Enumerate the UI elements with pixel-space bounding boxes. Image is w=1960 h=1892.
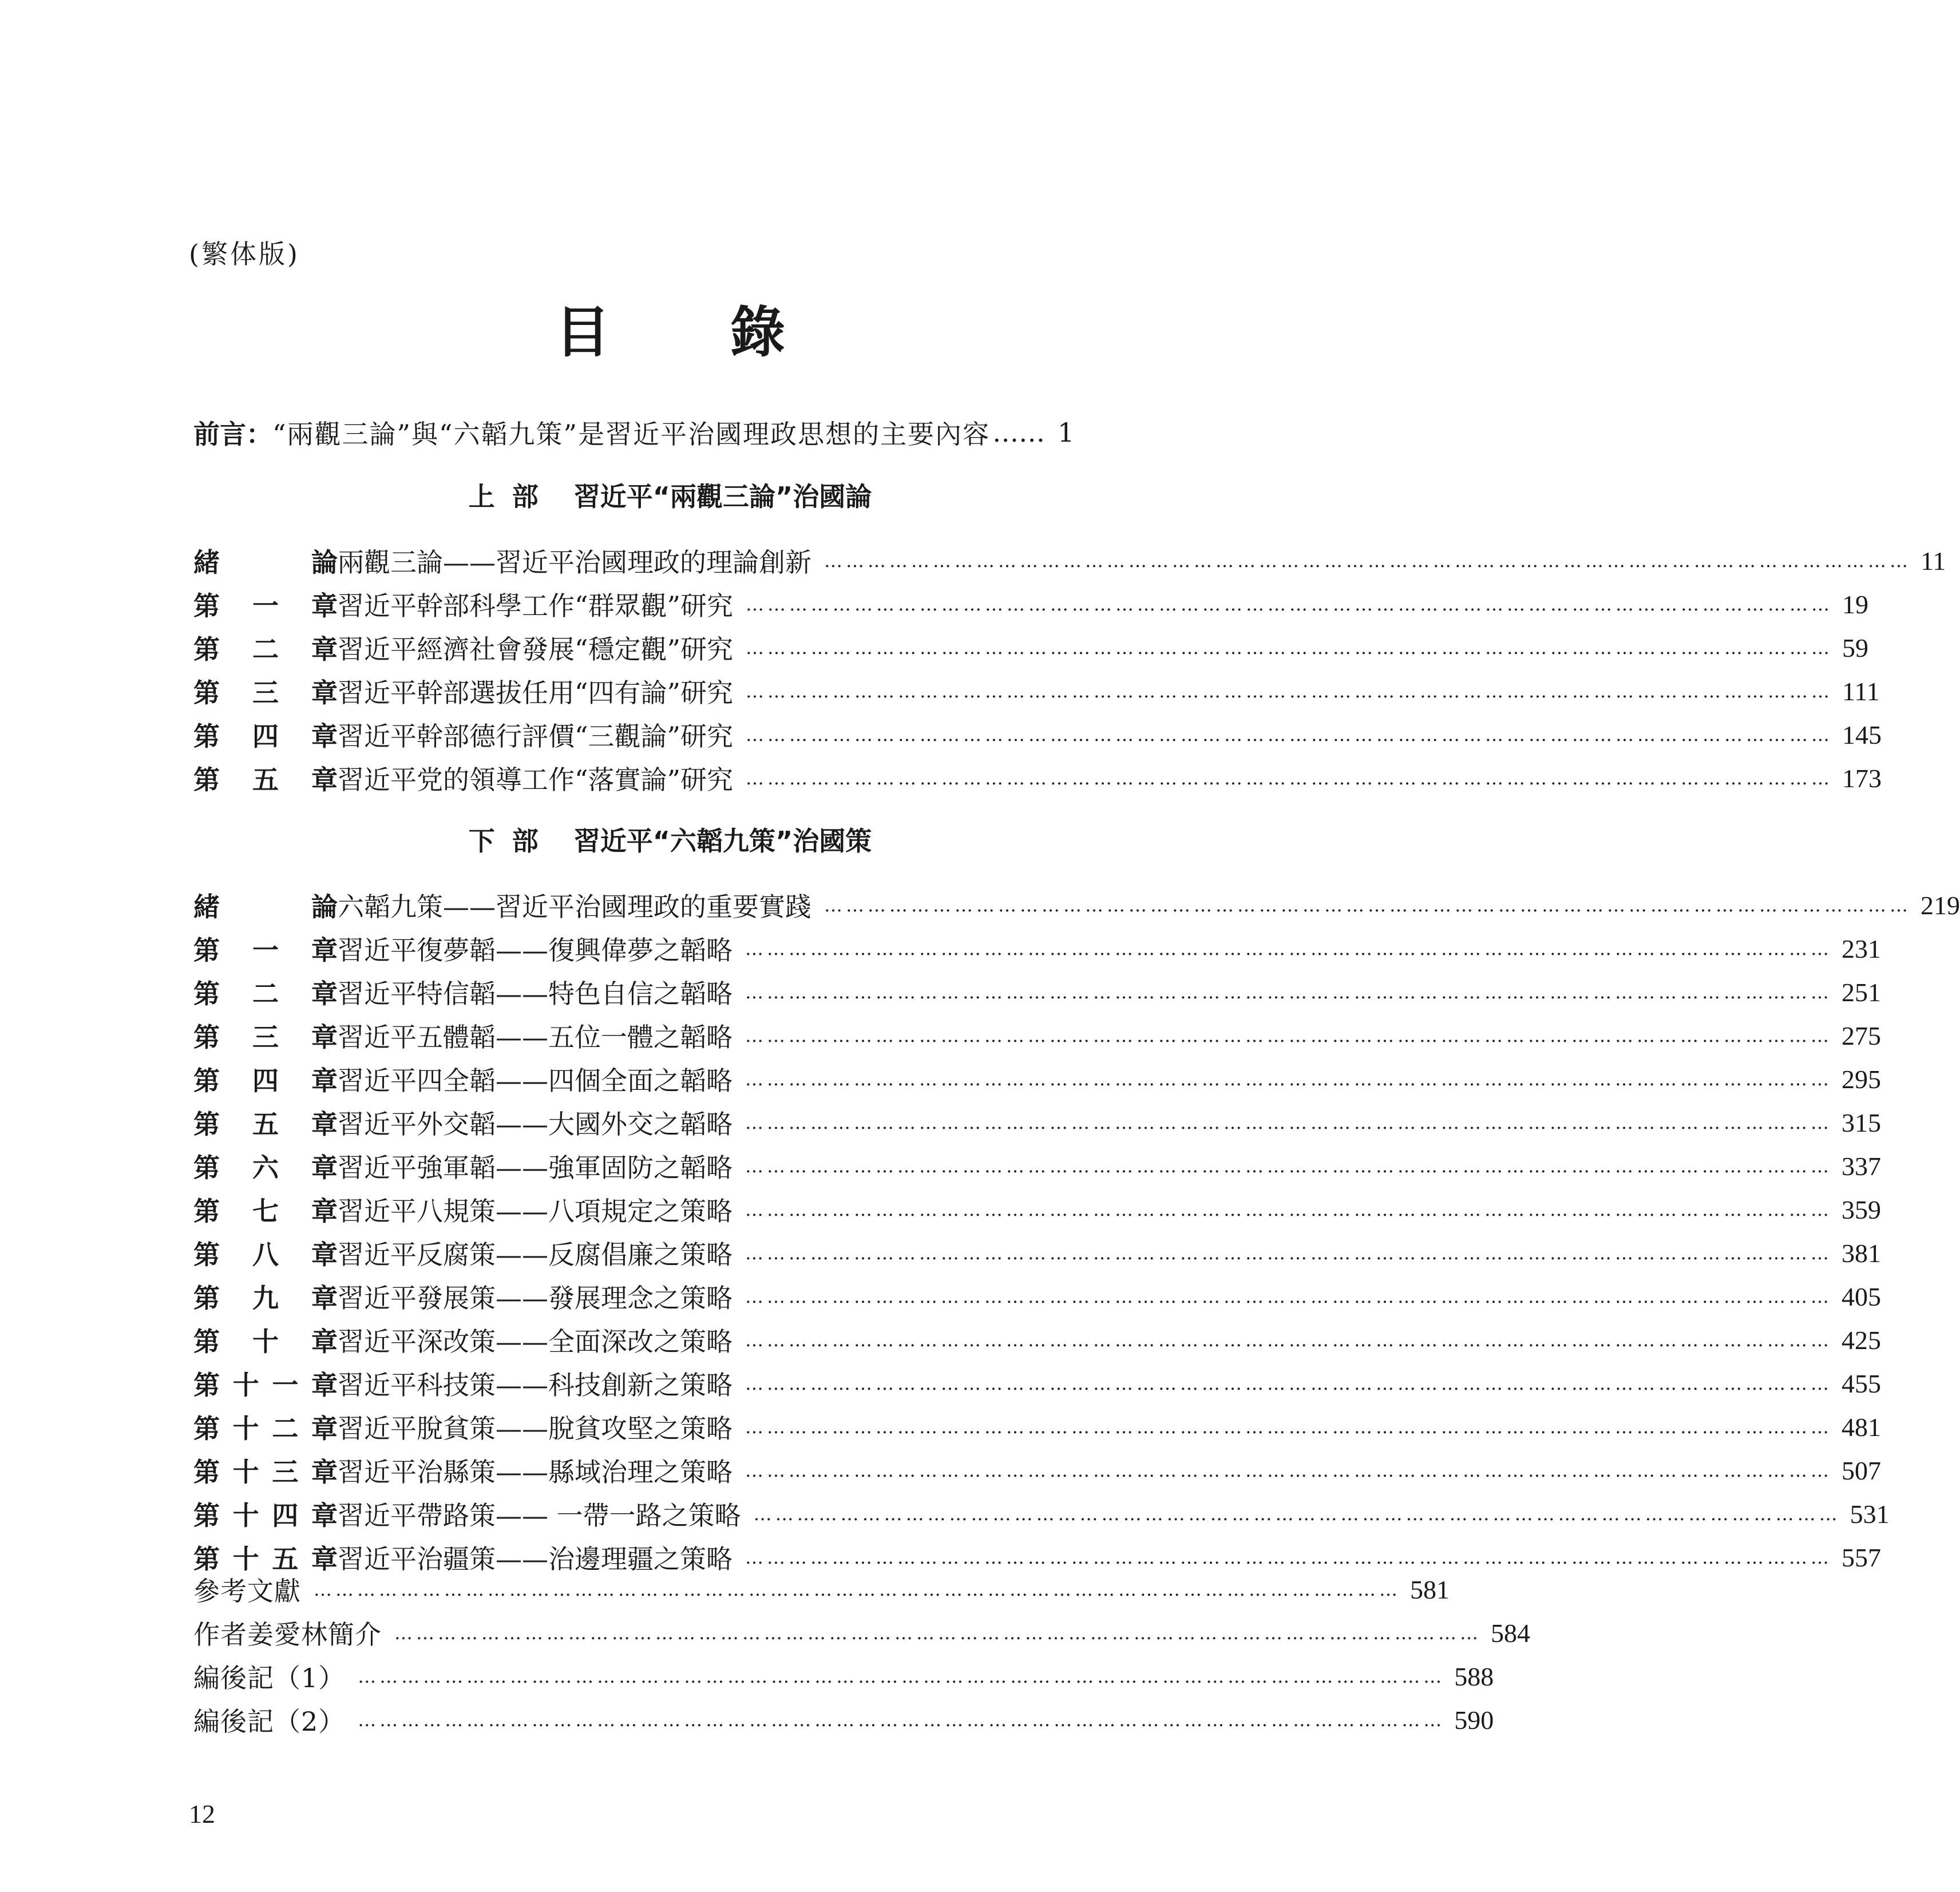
toc-entry[interactable] — [193, 970, 1881, 1014]
leader-dots: …………………………………………………………………………………………………………………………………… — [745, 1373, 1832, 1394]
page-ref: 19 — [1842, 589, 1869, 619]
page-ref: 588 — [1454, 1661, 1494, 1691]
page-ref: 381 — [1842, 1238, 1881, 1268]
chapter-label: 第 二 章 — [193, 634, 338, 665]
toc-entry[interactable] — [193, 1275, 1881, 1318]
leader-dots: …………………………………………………………………………………………………………………………………… — [358, 1665, 1446, 1687]
part2-heading — [0, 820, 1340, 858]
leader-dots: …………………………………………………………………………………………………………………………………… — [745, 1112, 1832, 1133]
leader-dots: …………………………………………………………………………………………………………………………………… — [745, 981, 1832, 1003]
leader-dots: …………………………………………………………………………………………………………………………………… — [745, 938, 1832, 959]
toc-entry[interactable] — [193, 1318, 1881, 1362]
chapter-label: 第 十 章 — [193, 1326, 338, 1357]
toc-entry[interactable] — [193, 1492, 1890, 1536]
toc-entry[interactable] — [193, 669, 1880, 713]
toc-entry[interactable] — [193, 1057, 1881, 1101]
toc-entry[interactable] — [193, 713, 1882, 756]
leader-dots: …………………………………………………………………………………………………………………………………… — [824, 894, 1911, 916]
part1-title: 習近平“兩觀三論”治國論 — [573, 481, 872, 512]
entry-title: 習近平復夢韜——復興偉夢之韜略 — [338, 935, 732, 966]
leader-dots: …………………………………………………………………………………………………………………………………… — [746, 680, 1834, 702]
page-number: 12 — [189, 1799, 215, 1828]
leader-dots: …………………………………………………………………………………………………………………………………… — [745, 1286, 1832, 1307]
page-ref: 219 — [1921, 890, 1960, 920]
leader-dots: …………………………………………………………………………………………………………………………………… — [745, 1329, 1832, 1351]
preface-dots: …… — [992, 417, 1046, 448]
chapter-label: 第 十 一 章 — [193, 1370, 338, 1401]
leader-dots: …………………………………………………………………………………………………………………………………… — [746, 767, 1834, 789]
part1-toc-list — [193, 539, 1946, 800]
entry-title: 習近平治疆策——治邊理疆之策略 — [338, 1544, 732, 1574]
toc-entry[interactable] — [193, 539, 1946, 582]
chapter-label: 第 十 四 章 — [193, 1500, 338, 1531]
leader-dots: …………………………………………………………………………………………………………………………………… — [394, 1622, 1482, 1644]
entry-title: 習近平幹部德行評價“三觀論”研究 — [338, 721, 734, 752]
toc-entry[interactable] — [193, 1698, 1494, 1742]
chapter-label: 第 三 章 — [193, 677, 338, 708]
toc-entry[interactable] — [193, 582, 1869, 626]
edition-label: (繁体版) — [189, 239, 300, 269]
leader-dots: …………………………………………………………………………………………………………………………………… — [745, 1459, 1832, 1481]
page-ref: 111 — [1842, 676, 1880, 706]
toc-entry[interactable] — [193, 1101, 1881, 1144]
leader-dots: …………………………………………………………………………………………………………………………………… — [753, 1503, 1841, 1525]
toc-entry[interactable] — [193, 1655, 1494, 1698]
entry-title: 習近平幹部選拔任用“四有論”研究 — [338, 677, 734, 708]
chapter-label: 緒 論 — [193, 891, 338, 922]
entry-title: 習近平發展策——發展理念之策略 — [338, 1283, 732, 1314]
part2-title: 習近平“六韜九策”治國策 — [573, 826, 872, 856]
page-ref: 531 — [1850, 1499, 1890, 1529]
toc-entry[interactable] — [193, 1611, 1530, 1655]
leader-dots: …………………………………………………………………………………………………………………………………… — [745, 1199, 1832, 1220]
toc-entry[interactable] — [193, 626, 1869, 669]
part2-toc-list — [193, 883, 1960, 1579]
entry-title: 習近平脫貧策——脫貧攻堅之策略 — [338, 1413, 732, 1444]
chapter-label: 第 六 章 — [193, 1152, 338, 1183]
entry-title: 習近平深改策——全面深改之策略 — [338, 1326, 732, 1357]
page-ref: 455 — [1842, 1369, 1881, 1398]
leader-dots: …………………………………………………………………………………………………………………………………… — [745, 1068, 1832, 1090]
entry-title: 編後記（1） — [193, 1663, 346, 1693]
preface-entry[interactable] — [193, 411, 1145, 454]
leader-dots: …………………………………………………………………………………………………………………………………… — [745, 1416, 1832, 1438]
entry-title: 習近平外交韜——大國外交之韜略 — [338, 1109, 732, 1140]
page-ref: 295 — [1842, 1064, 1881, 1094]
chapter-label: 第 一 章 — [193, 935, 338, 966]
preface-label: 前言： — [193, 419, 272, 450]
page-title: 目錄 — [555, 300, 905, 364]
toc-entry[interactable] — [193, 1568, 1450, 1611]
entry-title: 兩觀三論——習近平治國理政的理論創新 — [338, 547, 811, 578]
chapter-label: 第 四 章 — [193, 1065, 338, 1096]
entry-title: 習近平党的領導工作“落實論”研究 — [338, 764, 734, 795]
leader-dots: …………………………………………………………………………………………………………………………………… — [824, 550, 1911, 572]
page-ref: 59 — [1842, 633, 1869, 663]
leader-dots: …………………………………………………………………………………………………………………………………… — [746, 593, 1834, 615]
page-ref: 359 — [1842, 1195, 1881, 1224]
leader-dots: …………………………………………………………………………………………………………………………………… — [314, 1578, 1401, 1600]
toc-entry[interactable] — [193, 1144, 1881, 1188]
page-ref: 481 — [1842, 1412, 1881, 1442]
back-matter-list — [193, 1568, 1530, 1742]
leader-dots: …………………………………………………………………………………………………………………………………… — [745, 1155, 1832, 1177]
chapter-label: 第 四 章 — [193, 721, 338, 752]
toc-entry[interactable] — [193, 1231, 1881, 1275]
page-ref: 507 — [1842, 1455, 1881, 1485]
page-ref: 315 — [1842, 1108, 1881, 1137]
toc-entry[interactable] — [193, 1014, 1881, 1057]
part1-label: 上部 — [468, 481, 556, 512]
entry-title: 參考文獻 — [193, 1576, 301, 1607]
entry-title: 習近平經濟社會發展“穩定觀”研究 — [338, 634, 734, 665]
entry-title: 習近平強軍韜——強軍固防之韜略 — [338, 1152, 732, 1183]
chapter-label: 第 一 章 — [193, 590, 338, 621]
page-ref: 251 — [1842, 977, 1881, 1007]
page-ref: 11 — [1921, 546, 1946, 576]
entry-title: 編後記（2） — [193, 1706, 346, 1737]
part1-heading — [0, 476, 1340, 514]
leader-dots: …………………………………………………………………………………………………………………………………… — [745, 1546, 1832, 1568]
chapter-label: 第 十 二 章 — [193, 1413, 338, 1444]
chapter-label: 第 九 章 — [193, 1283, 338, 1314]
leader-dots: …………………………………………………………………………………………………………………………………… — [746, 724, 1834, 745]
page-ref: 581 — [1410, 1574, 1450, 1604]
page-ref: 590 — [1454, 1705, 1494, 1735]
page-ref: 231 — [1842, 934, 1881, 963]
toc-entry[interactable] — [193, 1188, 1881, 1231]
chapter-label: 緒 論 — [193, 547, 338, 578]
page-ref: 173 — [1842, 763, 1882, 793]
toc-entry[interactable] — [193, 883, 1960, 927]
chapter-label: 第 十 五 章 — [193, 1544, 338, 1574]
preface-title: “兩觀三論”與“六韜九策”是習近平治國理政思想的主要內容 — [272, 419, 991, 450]
leader-dots: …………………………………………………………………………………………………………………………………… — [358, 1709, 1446, 1731]
toc-entry[interactable] — [193, 756, 1882, 800]
entry-title: 習近平四全韜——四個全面之韜略 — [338, 1065, 732, 1096]
entry-title: 習近平幹部科學工作“群眾觀”研究 — [338, 590, 734, 621]
entry-title: 習近平帶路策—— 一帶一路之策略 — [338, 1500, 741, 1531]
chapter-label: 第 十 三 章 — [193, 1457, 338, 1488]
entry-title: 習近平八規策——八項規定之策略 — [338, 1196, 732, 1227]
leader-dots: …………………………………………………………………………………………………………………………………… — [746, 637, 1834, 659]
page-ref: 145 — [1842, 720, 1882, 749]
toc-entry[interactable] — [193, 927, 1881, 970]
entry-title: 習近平特信韜——特色自信之韜略 — [338, 978, 732, 1009]
entry-title: 作者姜愛林簡介 — [193, 1619, 382, 1650]
chapter-label: 第 八 章 — [193, 1239, 338, 1270]
toc-entry[interactable] — [193, 1362, 1881, 1405]
page-ref: 337 — [1842, 1151, 1881, 1181]
page-ref: 425 — [1842, 1325, 1881, 1355]
chapter-label: 第 五 章 — [193, 764, 338, 795]
entry-title: 習近平五體韜——五位一體之韜略 — [338, 1022, 732, 1053]
page-ref: 405 — [1842, 1282, 1881, 1311]
toc-entry[interactable] — [193, 1449, 1881, 1492]
part2-label: 下部 — [468, 826, 556, 856]
chapter-label: 第 五 章 — [193, 1109, 338, 1140]
entry-title: 習近平治縣策——縣域治理之策略 — [338, 1457, 732, 1488]
leader-dots: …………………………………………………………………………………………………………………………………… — [745, 1025, 1832, 1046]
preface-page: 1 — [1058, 417, 1075, 448]
entry-title: 習近平反腐策——反腐倡廉之策略 — [338, 1239, 732, 1270]
chapter-label: 第 二 章 — [193, 978, 338, 1009]
page-ref: 584 — [1491, 1618, 1530, 1648]
chapter-label: 第 七 章 — [193, 1196, 338, 1227]
toc-entry[interactable] — [193, 1405, 1881, 1449]
leader-dots: …………………………………………………………………………………………………………………………………… — [745, 1242, 1832, 1264]
chapter-label: 第 三 章 — [193, 1022, 338, 1053]
entry-title: 六韜九策——習近平治國理政的重要實踐 — [338, 891, 811, 922]
page-ref: 557 — [1842, 1542, 1881, 1572]
entry-title: 習近平科技策——科技創新之策略 — [338, 1370, 732, 1401]
page-ref: 275 — [1842, 1021, 1881, 1050]
